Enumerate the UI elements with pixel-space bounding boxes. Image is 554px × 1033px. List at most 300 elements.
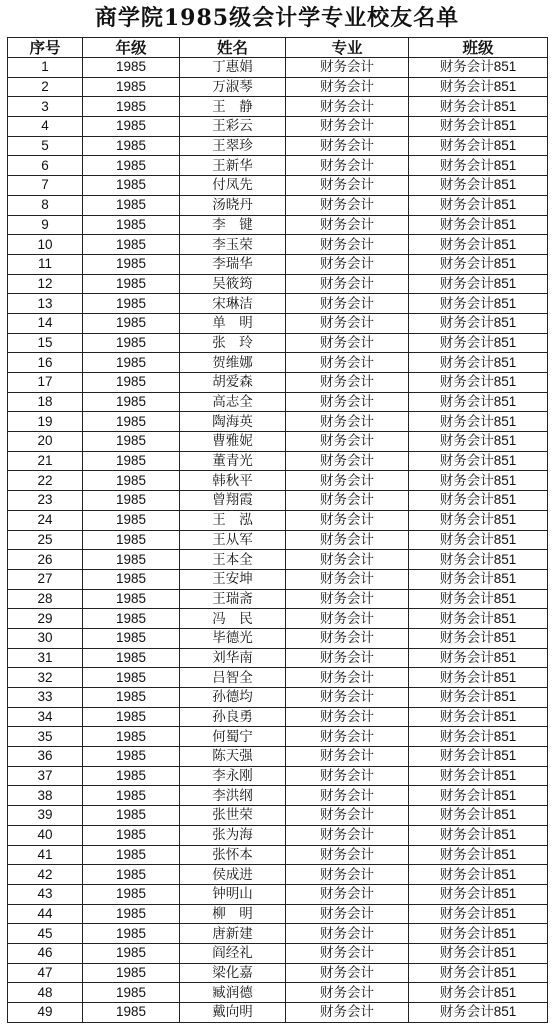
cell-class: 财务会计851 bbox=[409, 353, 548, 373]
cell-major: 财务会计 bbox=[286, 432, 409, 452]
cell-name: 唐新建 bbox=[180, 924, 286, 944]
table-row bbox=[8, 628, 548, 648]
cell-year: 1985 bbox=[83, 845, 180, 865]
cell-class: 财务会计851 bbox=[409, 963, 548, 983]
cell-year: 1985 bbox=[83, 589, 180, 609]
cell-year: 1985 bbox=[83, 510, 180, 530]
cell-index: 20 bbox=[8, 432, 83, 452]
cell-index: 5 bbox=[8, 136, 83, 156]
cell-index: 13 bbox=[8, 294, 83, 314]
cell-class: 财务会计851 bbox=[409, 924, 548, 944]
cell-name: 钟明山 bbox=[180, 884, 286, 904]
cell-major: 财务会计 bbox=[286, 274, 409, 294]
cell-year: 1985 bbox=[83, 530, 180, 550]
cell-index: 48 bbox=[8, 983, 83, 1003]
column-header-name: 姓名 bbox=[180, 38, 286, 58]
cell-class: 财务会计851 bbox=[409, 806, 548, 826]
cell-year: 1985 bbox=[83, 924, 180, 944]
table-row bbox=[8, 648, 548, 668]
cell-year: 1985 bbox=[83, 392, 180, 412]
cell-major: 财务会计 bbox=[286, 471, 409, 491]
cell-index: 2 bbox=[8, 77, 83, 97]
cell-name: 李瑞华 bbox=[180, 254, 286, 274]
cell-year: 1985 bbox=[83, 747, 180, 767]
cell-major: 财务会计 bbox=[286, 117, 409, 137]
cell-index: 14 bbox=[8, 313, 83, 333]
cell-name: 丁惠娟 bbox=[180, 58, 286, 78]
cell-major: 财务会计 bbox=[286, 943, 409, 963]
cell-year: 1985 bbox=[83, 313, 180, 333]
cell-class: 财务会计851 bbox=[409, 412, 548, 432]
cell-index: 3 bbox=[8, 97, 83, 117]
alumni-table bbox=[7, 37, 548, 1023]
cell-name: 王新华 bbox=[180, 156, 286, 176]
table-row bbox=[8, 688, 548, 708]
cell-class: 财务会计851 bbox=[409, 530, 548, 550]
cell-major: 财务会计 bbox=[286, 392, 409, 412]
cell-class: 财务会计851 bbox=[409, 727, 548, 747]
table-row bbox=[8, 333, 548, 353]
cell-major: 财务会计 bbox=[286, 58, 409, 78]
table-row bbox=[8, 176, 548, 196]
header-row bbox=[8, 38, 548, 58]
cell-year: 1985 bbox=[83, 471, 180, 491]
cell-major: 财务会计 bbox=[286, 235, 409, 255]
cell-name: 陶海英 bbox=[180, 412, 286, 432]
table-row bbox=[8, 845, 548, 865]
cell-major: 财务会计 bbox=[286, 313, 409, 333]
cell-index: 35 bbox=[8, 727, 83, 747]
table-body bbox=[8, 58, 548, 1023]
cell-index: 4 bbox=[8, 117, 83, 137]
cell-major: 财务会计 bbox=[286, 688, 409, 708]
cell-major: 财务会计 bbox=[286, 786, 409, 806]
cell-class: 财务会计851 bbox=[409, 707, 548, 727]
table-row bbox=[8, 550, 548, 570]
cell-class: 财务会计851 bbox=[409, 983, 548, 1003]
column-header-year: 年级 bbox=[83, 38, 180, 58]
cell-name: 王 泓 bbox=[180, 510, 286, 530]
cell-year: 1985 bbox=[83, 412, 180, 432]
cell-index: 27 bbox=[8, 569, 83, 589]
cell-year: 1985 bbox=[83, 97, 180, 117]
cell-year: 1985 bbox=[83, 569, 180, 589]
cell-index: 21 bbox=[8, 451, 83, 471]
cell-index: 16 bbox=[8, 353, 83, 373]
cell-name: 王从军 bbox=[180, 530, 286, 550]
table-row bbox=[8, 254, 548, 274]
table-row bbox=[8, 510, 548, 530]
cell-class: 财务会计851 bbox=[409, 176, 548, 196]
cell-name: 李永刚 bbox=[180, 766, 286, 786]
table-row bbox=[8, 392, 548, 412]
cell-class: 财务会计851 bbox=[409, 313, 548, 333]
table-row bbox=[8, 865, 548, 885]
table-row bbox=[8, 97, 548, 117]
cell-major: 财务会计 bbox=[286, 825, 409, 845]
cell-index: 44 bbox=[8, 904, 83, 924]
cell-class: 财务会计851 bbox=[409, 77, 548, 97]
cell-index: 45 bbox=[8, 924, 83, 944]
cell-name: 王彩云 bbox=[180, 117, 286, 137]
cell-major: 财务会计 bbox=[286, 451, 409, 471]
cell-year: 1985 bbox=[83, 609, 180, 629]
cell-name: 戴向明 bbox=[180, 1003, 286, 1023]
cell-year: 1985 bbox=[83, 117, 180, 137]
cell-class: 财务会计851 bbox=[409, 904, 548, 924]
cell-major: 财务会计 bbox=[286, 195, 409, 215]
cell-index: 8 bbox=[8, 195, 83, 215]
cell-name: 柳 明 bbox=[180, 904, 286, 924]
cell-name: 吴筱筠 bbox=[180, 274, 286, 294]
cell-major: 财务会计 bbox=[286, 373, 409, 393]
table-row bbox=[8, 747, 548, 767]
cell-name: 侯成进 bbox=[180, 865, 286, 885]
cell-index: 34 bbox=[8, 707, 83, 727]
cell-class: 财务会计851 bbox=[409, 825, 548, 845]
table-row bbox=[8, 215, 548, 235]
cell-class: 财务会计851 bbox=[409, 392, 548, 412]
cell-class: 财务会计851 bbox=[409, 589, 548, 609]
cell-name: 何蜀宁 bbox=[180, 727, 286, 747]
cell-index: 11 bbox=[8, 254, 83, 274]
cell-index: 28 bbox=[8, 589, 83, 609]
cell-year: 1985 bbox=[83, 432, 180, 452]
cell-index: 22 bbox=[8, 471, 83, 491]
cell-year: 1985 bbox=[83, 294, 180, 314]
cell-class: 财务会计851 bbox=[409, 766, 548, 786]
cell-name: 毕德光 bbox=[180, 628, 286, 648]
cell-class: 财务会计851 bbox=[409, 97, 548, 117]
cell-name: 张为海 bbox=[180, 825, 286, 845]
table-row bbox=[8, 924, 548, 944]
cell-major: 财务会计 bbox=[286, 510, 409, 530]
cell-major: 财务会计 bbox=[286, 550, 409, 570]
cell-name: 孙德均 bbox=[180, 688, 286, 708]
cell-class: 财务会计851 bbox=[409, 628, 548, 648]
cell-class: 财务会计851 bbox=[409, 550, 548, 570]
cell-year: 1985 bbox=[83, 963, 180, 983]
cell-year: 1985 bbox=[83, 688, 180, 708]
table-row bbox=[8, 136, 548, 156]
cell-year: 1985 bbox=[83, 373, 180, 393]
cell-year: 1985 bbox=[83, 58, 180, 78]
cell-major: 财务会计 bbox=[286, 254, 409, 274]
cell-year: 1985 bbox=[83, 825, 180, 845]
cell-index: 36 bbox=[8, 747, 83, 767]
table-row bbox=[8, 471, 548, 491]
table-row bbox=[8, 983, 548, 1003]
cell-name: 曹雅妮 bbox=[180, 432, 286, 452]
table-row bbox=[8, 589, 548, 609]
cell-index: 19 bbox=[8, 412, 83, 432]
table-row bbox=[8, 77, 548, 97]
cell-index: 42 bbox=[8, 865, 83, 885]
cell-index: 40 bbox=[8, 825, 83, 845]
table-row bbox=[8, 530, 548, 550]
cell-major: 财务会计 bbox=[286, 1003, 409, 1023]
cell-name: 刘华南 bbox=[180, 648, 286, 668]
cell-year: 1985 bbox=[83, 786, 180, 806]
cell-year: 1985 bbox=[83, 274, 180, 294]
cell-index: 29 bbox=[8, 609, 83, 629]
cell-class: 财务会计851 bbox=[409, 117, 548, 137]
cell-major: 财务会计 bbox=[286, 294, 409, 314]
table-row bbox=[8, 195, 548, 215]
cell-name: 李洪纲 bbox=[180, 786, 286, 806]
cell-class: 财务会计851 bbox=[409, 865, 548, 885]
cell-name: 高志全 bbox=[180, 392, 286, 412]
table-row bbox=[8, 707, 548, 727]
cell-year: 1985 bbox=[83, 865, 180, 885]
cell-major: 财务会计 bbox=[286, 136, 409, 156]
cell-name: 张世荣 bbox=[180, 806, 286, 826]
cell-class: 财务会计851 bbox=[409, 884, 548, 904]
table-row bbox=[8, 569, 548, 589]
cell-class: 财务会计851 bbox=[409, 274, 548, 294]
table-row bbox=[8, 786, 548, 806]
cell-year: 1985 bbox=[83, 451, 180, 471]
cell-year: 1985 bbox=[83, 1003, 180, 1023]
cell-year: 1985 bbox=[83, 235, 180, 255]
cell-year: 1985 bbox=[83, 648, 180, 668]
cell-major: 财务会计 bbox=[286, 176, 409, 196]
cell-year: 1985 bbox=[83, 215, 180, 235]
cell-major: 财务会计 bbox=[286, 333, 409, 353]
column-header-class: 班级 bbox=[409, 38, 548, 58]
cell-index: 41 bbox=[8, 845, 83, 865]
cell-index: 10 bbox=[8, 235, 83, 255]
cell-class: 财务会计851 bbox=[409, 943, 548, 963]
table-row bbox=[8, 373, 548, 393]
cell-name: 臧润德 bbox=[180, 983, 286, 1003]
cell-class: 财务会计851 bbox=[409, 491, 548, 511]
table-row bbox=[8, 904, 548, 924]
cell-major: 财务会计 bbox=[286, 215, 409, 235]
cell-index: 30 bbox=[8, 628, 83, 648]
cell-class: 财务会计851 bbox=[409, 254, 548, 274]
cell-major: 财务会计 bbox=[286, 491, 409, 511]
table-row bbox=[8, 432, 548, 452]
table-row bbox=[8, 609, 548, 629]
cell-year: 1985 bbox=[83, 254, 180, 274]
table-row bbox=[8, 1003, 548, 1023]
cell-major: 财务会计 bbox=[286, 865, 409, 885]
cell-index: 6 bbox=[8, 156, 83, 176]
table-row bbox=[8, 235, 548, 255]
cell-major: 财务会计 bbox=[286, 589, 409, 609]
cell-name: 宋琳洁 bbox=[180, 294, 286, 314]
cell-class: 财务会计851 bbox=[409, 156, 548, 176]
cell-class: 财务会计851 bbox=[409, 373, 548, 393]
cell-name: 付凤先 bbox=[180, 176, 286, 196]
cell-name: 张 玲 bbox=[180, 333, 286, 353]
cell-class: 财务会计851 bbox=[409, 786, 548, 806]
cell-major: 财务会计 bbox=[286, 412, 409, 432]
cell-name: 曾翔霞 bbox=[180, 491, 286, 511]
cell-index: 23 bbox=[8, 491, 83, 511]
cell-name: 梁化嘉 bbox=[180, 963, 286, 983]
table-row bbox=[8, 451, 548, 471]
cell-year: 1985 bbox=[83, 550, 180, 570]
cell-index: 39 bbox=[8, 806, 83, 826]
cell-major: 财务会计 bbox=[286, 727, 409, 747]
cell-index: 1 bbox=[8, 58, 83, 78]
cell-name: 王 静 bbox=[180, 97, 286, 117]
cell-major: 财务会计 bbox=[286, 77, 409, 97]
cell-index: 17 bbox=[8, 373, 83, 393]
cell-index: 15 bbox=[8, 333, 83, 353]
cell-class: 财务会计851 bbox=[409, 294, 548, 314]
cell-index: 43 bbox=[8, 884, 83, 904]
table-row bbox=[8, 766, 548, 786]
cell-name: 张怀本 bbox=[180, 845, 286, 865]
cell-class: 财务会计851 bbox=[409, 432, 548, 452]
cell-year: 1985 bbox=[83, 176, 180, 196]
cell-index: 24 bbox=[8, 510, 83, 530]
cell-class: 财务会计851 bbox=[409, 215, 548, 235]
cell-class: 财务会计851 bbox=[409, 1003, 548, 1023]
cell-index: 37 bbox=[8, 766, 83, 786]
cell-class: 财务会计851 bbox=[409, 333, 548, 353]
column-header-index: 序号 bbox=[8, 38, 83, 58]
cell-year: 1985 bbox=[83, 904, 180, 924]
table-row bbox=[8, 58, 548, 78]
cell-name: 贺维娜 bbox=[180, 353, 286, 373]
cell-name: 李 键 bbox=[180, 215, 286, 235]
cell-name: 阎经礼 bbox=[180, 943, 286, 963]
cell-year: 1985 bbox=[83, 943, 180, 963]
cell-major: 财务会计 bbox=[286, 648, 409, 668]
cell-name: 董青光 bbox=[180, 451, 286, 471]
cell-name: 王瑞斋 bbox=[180, 589, 286, 609]
cell-major: 财务会计 bbox=[286, 963, 409, 983]
table-row bbox=[8, 412, 548, 432]
table-row bbox=[8, 943, 548, 963]
cell-year: 1985 bbox=[83, 983, 180, 1003]
cell-class: 财务会计851 bbox=[409, 451, 548, 471]
table-row bbox=[8, 156, 548, 176]
table-row bbox=[8, 884, 548, 904]
cell-year: 1985 bbox=[83, 707, 180, 727]
cell-name: 韩秋平 bbox=[180, 471, 286, 491]
cell-index: 46 bbox=[8, 943, 83, 963]
cell-index: 12 bbox=[8, 274, 83, 294]
cell-name: 王安坤 bbox=[180, 569, 286, 589]
table-row bbox=[8, 294, 548, 314]
cell-name: 汤晓丹 bbox=[180, 195, 286, 215]
table-row bbox=[8, 668, 548, 688]
cell-year: 1985 bbox=[83, 806, 180, 826]
cell-name: 王翠珍 bbox=[180, 136, 286, 156]
cell-major: 财务会计 bbox=[286, 983, 409, 1003]
cell-index: 25 bbox=[8, 530, 83, 550]
cell-class: 财务会计851 bbox=[409, 195, 548, 215]
cell-class: 财务会计851 bbox=[409, 569, 548, 589]
cell-name: 李玉荣 bbox=[180, 235, 286, 255]
table-row bbox=[8, 806, 548, 826]
cell-class: 财务会计851 bbox=[409, 58, 548, 78]
cell-major: 财务会计 bbox=[286, 530, 409, 550]
table-row bbox=[8, 117, 548, 137]
cell-index: 7 bbox=[8, 176, 83, 196]
cell-name: 吕智全 bbox=[180, 668, 286, 688]
cell-major: 财务会计 bbox=[286, 156, 409, 176]
cell-name: 万淑琴 bbox=[180, 77, 286, 97]
cell-major: 财务会计 bbox=[286, 707, 409, 727]
cell-index: 18 bbox=[8, 392, 83, 412]
table-row bbox=[8, 825, 548, 845]
cell-class: 财务会计851 bbox=[409, 747, 548, 767]
cell-year: 1985 bbox=[83, 156, 180, 176]
cell-major: 财务会计 bbox=[286, 353, 409, 373]
cell-index: 47 bbox=[8, 963, 83, 983]
cell-name: 单 明 bbox=[180, 313, 286, 333]
cell-major: 财务会计 bbox=[286, 569, 409, 589]
table-row bbox=[8, 274, 548, 294]
cell-year: 1985 bbox=[83, 333, 180, 353]
cell-year: 1985 bbox=[83, 766, 180, 786]
cell-year: 1985 bbox=[83, 491, 180, 511]
cell-year: 1985 bbox=[83, 884, 180, 904]
cell-index: 33 bbox=[8, 688, 83, 708]
table-row bbox=[8, 491, 548, 511]
cell-major: 财务会计 bbox=[286, 806, 409, 826]
cell-name: 胡爱森 bbox=[180, 373, 286, 393]
table-row bbox=[8, 353, 548, 373]
cell-class: 财务会计851 bbox=[409, 668, 548, 688]
column-header-major: 专业 bbox=[286, 38, 409, 58]
cell-major: 财务会计 bbox=[286, 747, 409, 767]
cell-year: 1985 bbox=[83, 77, 180, 97]
cell-major: 财务会计 bbox=[286, 904, 409, 924]
cell-class: 财务会计851 bbox=[409, 136, 548, 156]
cell-name: 孙良勇 bbox=[180, 707, 286, 727]
cell-year: 1985 bbox=[83, 195, 180, 215]
cell-class: 财务会计851 bbox=[409, 609, 548, 629]
cell-class: 财务会计851 bbox=[409, 510, 548, 530]
cell-major: 财务会计 bbox=[286, 884, 409, 904]
cell-year: 1985 bbox=[83, 353, 180, 373]
cell-class: 财务会计851 bbox=[409, 471, 548, 491]
cell-index: 31 bbox=[8, 648, 83, 668]
cell-major: 财务会计 bbox=[286, 668, 409, 688]
cell-major: 财务会计 bbox=[286, 609, 409, 629]
cell-class: 财务会计851 bbox=[409, 648, 548, 668]
cell-name: 王本全 bbox=[180, 550, 286, 570]
cell-year: 1985 bbox=[83, 136, 180, 156]
cell-name: 冯 民 bbox=[180, 609, 286, 629]
cell-year: 1985 bbox=[83, 668, 180, 688]
cell-index: 26 bbox=[8, 550, 83, 570]
cell-index: 38 bbox=[8, 786, 83, 806]
page-title: 商学院1985级会计学专业校友名单 bbox=[94, 5, 460, 31]
cell-year: 1985 bbox=[83, 727, 180, 747]
table-header bbox=[8, 38, 548, 58]
cell-class: 财务会计851 bbox=[409, 688, 548, 708]
table-row bbox=[8, 313, 548, 333]
table-row bbox=[8, 963, 548, 983]
cell-class: 财务会计851 bbox=[409, 235, 548, 255]
cell-index: 32 bbox=[8, 668, 83, 688]
cell-major: 财务会计 bbox=[286, 628, 409, 648]
cell-major: 财务会计 bbox=[286, 924, 409, 944]
cell-class: 财务会计851 bbox=[409, 845, 548, 865]
cell-major: 财务会计 bbox=[286, 97, 409, 117]
cell-index: 49 bbox=[8, 1003, 83, 1023]
cell-index: 9 bbox=[8, 215, 83, 235]
cell-name: 陈天强 bbox=[180, 747, 286, 767]
